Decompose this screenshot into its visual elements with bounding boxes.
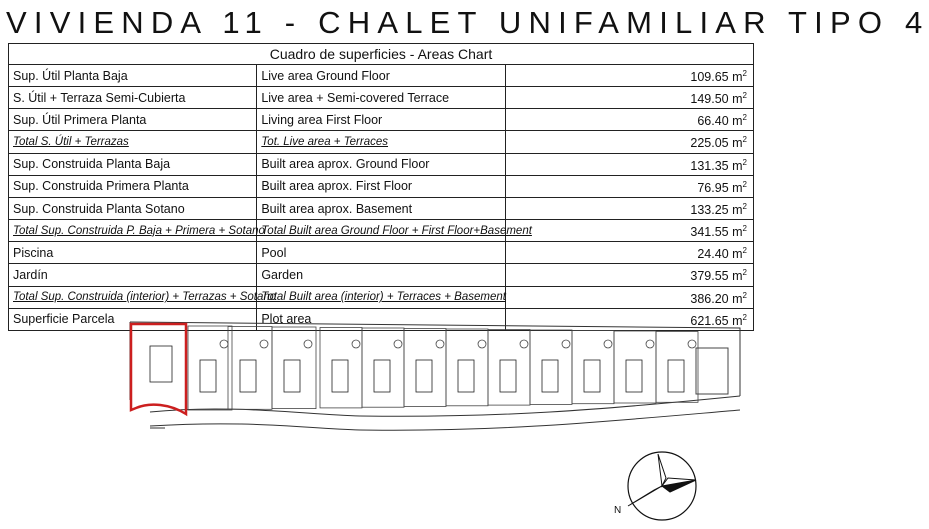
table-row <box>9 153 754 175</box>
row-value: 109.65 $m^2$ <box>505 65 753 87</box>
table-row <box>9 197 754 219</box>
page-title: VIVIENDA 11 - CHALET UNIFAMILIAR TIPO 4 <box>6 5 929 40</box>
area-unit: m <box>732 180 743 195</box>
row-value: 66.40 $m^2$ <box>505 109 753 131</box>
row-label-en: Living area First Floor <box>257 109 505 131</box>
table-body <box>9 65 754 331</box>
area-number: 341.55 <box>690 225 729 240</box>
table-row <box>9 264 754 286</box>
row-label-es: S. Útil + Terraza Semi-Cubierta <box>9 87 257 109</box>
row-label-en: Total Built area Ground Floor + First Floor+Basement <box>257 220 505 242</box>
table-row <box>9 109 754 131</box>
row-label-en: Live area Ground Floor <box>257 65 505 87</box>
area-number: 225.05 <box>690 136 729 151</box>
row-value: 131.35 $m^2$ <box>505 153 753 175</box>
area-number: 131.35 <box>690 158 729 173</box>
table-row <box>9 65 754 87</box>
area-unit: m <box>732 269 743 284</box>
area-unit: m <box>732 92 743 107</box>
row-label-en: Total Built area (interior) + Terraces + Basement <box>257 286 505 308</box>
row-value: 149.50 $m^2$ <box>505 87 753 109</box>
row-label-es: Jardín <box>9 264 257 286</box>
row-label-en: Pool <box>257 242 505 264</box>
row-label-en: Garden <box>257 264 505 286</box>
table-header-row <box>9 44 754 65</box>
row-label-es: Sup. Construida Planta Baja <box>9 153 257 175</box>
row-label-es: Total Sup. Construida (interior) + Terrazas + Sotano <box>9 286 257 308</box>
area-number: 149.50 <box>690 92 729 107</box>
row-value: 621.65 $m^2$ <box>505 308 753 330</box>
areas-table <box>8 43 754 331</box>
area-unit: m <box>732 291 743 306</box>
row-label-en: Plot area <box>257 308 505 330</box>
area-unit: m <box>732 203 743 218</box>
area-number: 621.65 <box>690 313 729 328</box>
site-plan <box>0 300 800 440</box>
area-number: 109.65 <box>690 70 729 85</box>
table-row <box>9 175 754 197</box>
row-value: 386.20 $m^2$ <box>505 286 753 308</box>
area-unit: m <box>732 70 743 85</box>
row-value: 379.55 $m^2$ <box>505 264 753 286</box>
row-value: 341.55 $m^2$ <box>505 220 753 242</box>
row-label-en: Built area aprox. First Floor <box>257 175 505 197</box>
area-number: 76.95 <box>697 180 729 195</box>
row-label-es: Total Sup. Construida P. Baja + Primera + Sotano <box>9 220 257 242</box>
row-value: 133.25 $m^2$ <box>505 197 753 219</box>
area-unit: m <box>732 313 743 328</box>
row-label-es: Total S. Útil + Terrazas <box>9 131 257 153</box>
row-label-es: Sup. Útil Planta Baja <box>9 65 257 87</box>
row-label-en: Built area aprox. Basement <box>257 197 505 219</box>
highlighted-plot <box>131 324 186 414</box>
table-row <box>9 220 754 242</box>
row-label-es: Superficie Parcela <box>9 308 257 330</box>
table-row <box>9 131 754 153</box>
table-header: Cuadro de superficies - Areas Chart <box>9 44 754 65</box>
row-value: 24.40 $m^2$ <box>505 242 753 264</box>
area-number: 66.40 <box>697 114 729 129</box>
row-label-en: Tot. Live area + Terraces <box>257 131 505 153</box>
area-number: 386.20 <box>690 291 729 306</box>
north-label: N <box>614 505 622 516</box>
table-row <box>9 242 754 264</box>
table-row <box>9 87 754 109</box>
row-label-es: Sup. Construida Planta Sotano <box>9 197 257 219</box>
north-arrow-icon <box>620 448 720 528</box>
area-unit: m <box>732 136 743 151</box>
row-label-en: Built area aprox. Ground Floor <box>257 153 505 175</box>
area-number: 133.25 <box>690 203 729 218</box>
row-label-es: Sup. Útil Primera Planta <box>9 109 257 131</box>
area-number: 379.55 <box>690 269 729 284</box>
area-unit: m <box>732 225 743 240</box>
area-unit: m <box>732 114 743 129</box>
row-value: 76.95 $m^2$ <box>505 175 753 197</box>
area-unit: m <box>732 158 743 173</box>
area-unit: m <box>732 247 743 262</box>
row-label-es: Piscina <box>9 242 257 264</box>
area-number: 24.40 <box>697 247 729 262</box>
row-label-en: Live area + Semi-covered Terrace <box>257 87 505 109</box>
row-value: 225.05 $m^2$ <box>505 131 753 153</box>
row-label-es: Sup. Construida Primera Planta <box>9 175 257 197</box>
